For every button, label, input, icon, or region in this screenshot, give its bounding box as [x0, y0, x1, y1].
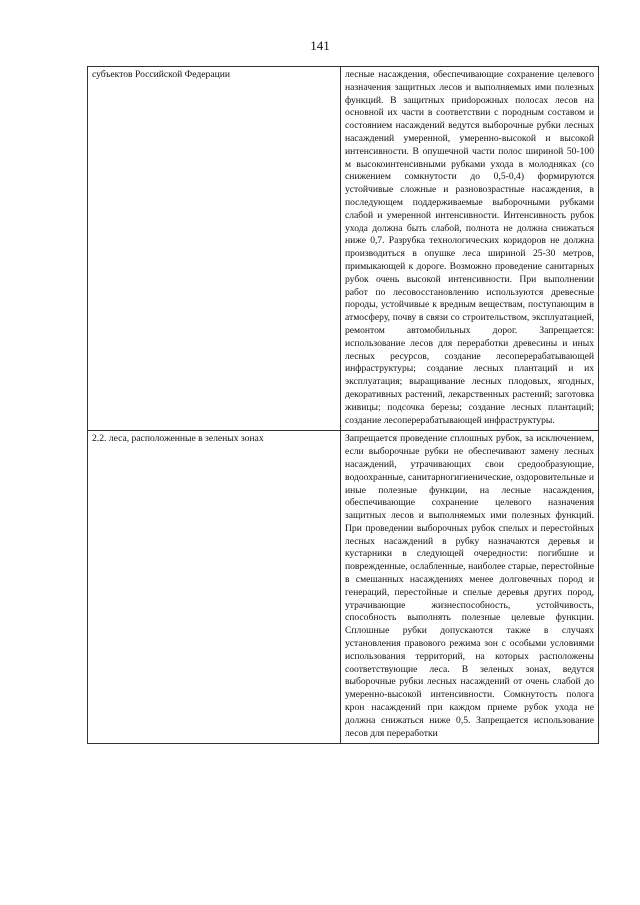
- row-1-rules-cell: [341, 67, 599, 431]
- row-1-rules-text: лесные насаждения, обеспечивающие сохранение целевого назначения защитных лесов и выполняемых ими полезных функций. В защитных приdорожных полосах лесов на основной их части в соответствии с породным составом и состоянием насаждений ведутся выборочные рубки лесных насаждений умеренной, умеренно-высокой и высокой интенсивности. В опушечной части полос шириной 50-100 м высокоинтенсивными рубками ухода в молодняках (со снижением сомкнутости до 0,5-0,4) формируются устойчивые сложные и разновозрастные насаждения, в последующем поддерживаемые выборочными рубками слабой и умеренной интенсивности. Интенсивность рубок ухода должна быть слабой, полнота не должна снижаться ниже 0,7. Разрубка технологических коридоров не должна производиться в опушке леса шириной 25-30 метров, примыкающей к дороге. Возможно проведение санитарных рубок очень высокой интенсивности. При выполнении работ по лесовосстановлению используются древесные породы, устойчивые к вредным веществам, поступающим в атмосферу, почву в связи со строительством, эксплуатацией, ремонтом автомобильных дорог. Запрещается: использование лесов для переработки древесины и иных лесных ресурсов, создание лесоперерабатывающей инфраструктуры; создание лесных плантаций и их эксплуатация; выращивание лесных плодовых, ягодных, декоративных растений, лекарственных растений; заготовка живицы; подсочка березы; создание лесных плантаций; создание лесоперерабатывающей инфраструктуры.: [345, 69, 594, 426]
- row-1-category-cell: субъектов Российской Федерации: [88, 67, 341, 431]
- table-row: [88, 67, 599, 431]
- row-2-category-cell: 2.2. леса, расположенные в зеленых зонах: [88, 431, 341, 744]
- page-number: 141: [310, 38, 330, 53]
- regulation-table: [87, 66, 599, 744]
- row-2-rules-cell: [341, 431, 599, 744]
- table-row: [88, 431, 599, 744]
- row-2-rules-text: Запрещается проведение сплошных рубок, за исключением, если выборочные рубки не обеспечивают замену лесных насаждений, утрачивающих свои средообразующие, водоохранные, санитарногигиенические, оздоровительные и иные полезные функции, на лесные насаждения, обеспечивающие сохранение целевого назначения защитных лесов и выполняемых ими полезных функций. При проведении выборочных рубок спелых и перестойных лесных насаждений в рубку назначаются деревья и кустарники в следующей очередности: погибшие и поврежденные, ослабленные, наиболее старые, перестойные в смешанных насаждениях менее долговечных пород и генераций, перестойные и спелые деревья других пород, утрачивающие жизнеспособность, устойчивость, способность выполнять полезные целевые функции. Сплошные рубки допускаются также в случаях установления правового режима зон с особыми условиями использования территорий, на которых расположены соответствующие леса. В зеленых зонах, ведутся выборочные рубки лесных насаждений от очень слабой до умеренно-высокой интенсивности. Сомкнутость полога крон насаждений при каждом приеме рубок ухода не должна снижаться ниже 0,5. Запрещается использование лесов для переработки: [345, 433, 594, 739]
